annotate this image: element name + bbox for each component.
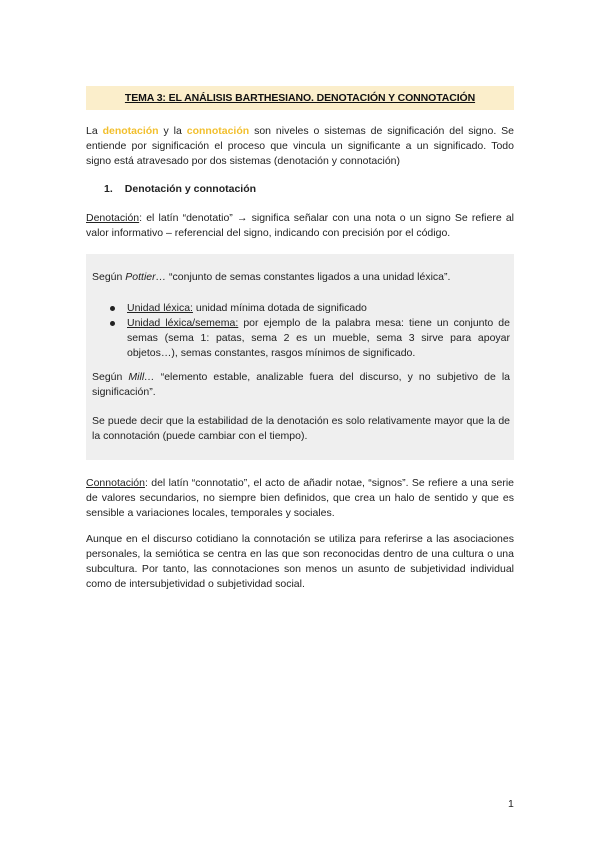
denotacion-term: Denotación	[86, 212, 140, 224]
denotacion-text: : el latín “denotatio” → significa señalar con una nota o un signo Se refiere al valor informativo – referencial del signo, indicando con precisión por el código.	[86, 212, 514, 239]
unit-list	[108, 301, 510, 361]
quote-box	[86, 254, 514, 460]
section-number: 1.	[104, 183, 113, 195]
connotacion-term: Connotación	[86, 477, 145, 489]
mill-name: Mill…	[128, 371, 155, 383]
section-heading-text: Denotación y connotación	[124, 183, 257, 195]
highlight-denotacion: denotación	[102, 125, 159, 137]
pottier-quote	[92, 270, 510, 285]
list-item-term: Unidad léxica/semema:	[127, 317, 239, 329]
bullet-icon	[110, 306, 115, 311]
section-heading	[104, 183, 256, 195]
intro-text-2: y la	[158, 125, 187, 137]
list-item	[108, 301, 510, 316]
stability-note: Se puede decir que la estabilidad de la denotación es solo relativamente mayor que la de la connotación (puede cambiar con el tiempo).	[92, 415, 510, 442]
connotacion-text: : del latín “connotatio”, el acto de añadir notae, “signos”. Se refiere a una serie de valores secundarios, no siempre bien definidos, que crea un halo de sentido y que es sensible a variaciones locales, temporales y sociales.	[86, 477, 514, 519]
connotacion-definition	[86, 476, 514, 521]
title-banner	[86, 86, 514, 110]
intro-text-1: La	[86, 125, 103, 137]
pottier-text: “conjunto de semas constantes ligados a una unidad léxica”.	[166, 271, 451, 283]
pottier-prefix: Según	[92, 271, 126, 283]
bullet-icon	[110, 321, 115, 326]
page-title: TEMA 3: EL ANÁLISIS BARTHESIANO. DENOTACIÓN Y CONNOTACIÓN	[124, 92, 476, 104]
list-item-text: unidad mínima dotada de significado	[192, 302, 367, 314]
list-item-term: Unidad léxica:	[127, 302, 193, 314]
intro-text-3: son niveles o sistemas de significación del signo. Se entiende por significación el proceso que vincula un significante a un significado. Todo signo está atravesado por dos sistemas (denotación y connotación)	[86, 125, 514, 167]
pottier-name: Pottier…	[125, 271, 167, 283]
mill-text: “elemento estable, analizable fuera del discurso, y no subjetivo de la significación”.	[92, 371, 510, 398]
list-item	[108, 316, 510, 361]
intro-paragraph	[86, 124, 514, 169]
mill-quote	[92, 370, 510, 400]
list-item-text: por ejemplo de la palabra mesa: tiene un conjunto de semas (sema 1: patas, sema 2 es un mueble, sema 3 sirve para apoyar objetos…), semas constantes, rasgos mínimos de significado.	[127, 317, 510, 359]
page-number: 1	[508, 798, 514, 810]
mill-prefix: Según	[92, 371, 129, 383]
closing-paragraph: Aunque en el discurso cotidiano la connotación se utiliza para referirse a las asociaciones personales, la semiótica se centra en las que son reconocidas dentro de una cultura o una subcultura. Por tanto, las connotaciones son menos un asunto de subjetividad individual como de intersubjetividad o subjetividad social.	[86, 533, 514, 590]
highlight-connotacion: connotación	[186, 125, 250, 137]
denotacion-definition	[86, 211, 514, 241]
